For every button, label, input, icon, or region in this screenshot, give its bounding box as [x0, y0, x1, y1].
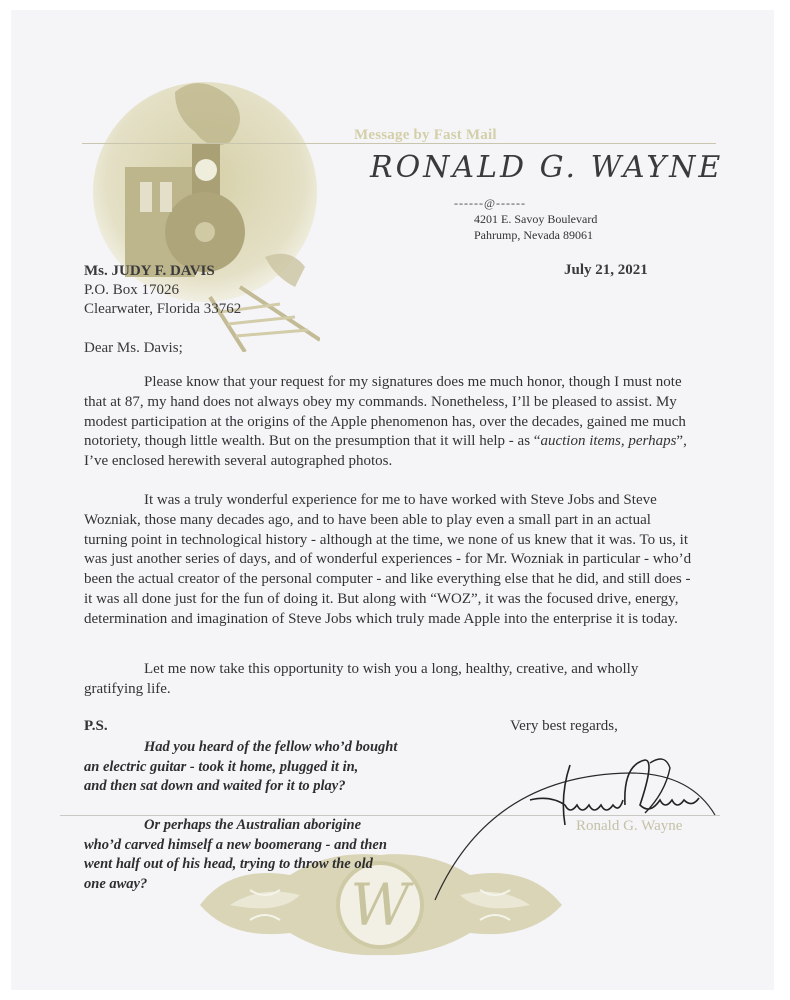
joke2-line: Or perhaps the Australian aborigine [144, 817, 362, 833]
joke2-line: who’d carved himself a new boomerang - and then [84, 836, 387, 853]
postscript-label: P.S. [84, 718, 108, 734]
recipient-address-line1: P.O. Box 17026 [84, 282, 180, 298]
postscript-joke-1 [84, 738, 424, 797]
joke1-line: Had you heard of the fellow who’d bought [144, 739, 398, 755]
joke1-line: an electric guitar - took it home, plugged it in, [84, 758, 359, 775]
letter-date: July 21, 2021 [564, 262, 648, 278]
sender-separator: ------@------ [454, 196, 527, 210]
sender-name: RONALD G. WAYNE [370, 150, 724, 185]
letterhead-tagline: Message by Fast Mail [354, 127, 497, 143]
signature-script [530, 760, 699, 825]
joke2-line: went half out of his head, trying to throw the old [84, 856, 373, 872]
handwritten-signature [430, 745, 730, 905]
p1-italic-phrase: auction items, perhaps [540, 433, 677, 450]
header-rule [82, 143, 716, 144]
signature-arc [435, 773, 715, 900]
monogram-letter: W [350, 871, 410, 939]
body-paragraph-3: Let me now take this opportunity to wish you a long, healthy, creative, and wholly gratifying life. [84, 661, 639, 697]
postscript-joke-2 [84, 816, 424, 894]
headlamp [195, 159, 217, 181]
body-paragraph-2: It was a truly wonderful experience for me to have worked with Steve Jobs and Steve Wozniak, those many decades ago, and to have been able to play even a small part in an actual turning point in technological history - although at the time, we none of us knew that it was. To us, it was just another series of days, and of wonderful experiences - for Mr. Wozniak in particular - who’d been the actual creator of the personal computer - and like everything else that he did, and still does - it was all done just for the fun of doing it. But along with “WOZ”, it was the focused drive, energy, determination and imagination of Steve Jobs which truly made Apple into the enterprise it is today. [84, 492, 692, 627]
p1-text-a: Please know that your request for my signatures does me much honor, though I must note that at 87, my hand does not always obey my commands. Nonetheless, I’ll be pleased to assist. My modest participation at the origins of the Apple phenomenon has, over the decades, gained me much notoriety, though little wealth. But on the presumption that it will help - as “ [84, 374, 686, 450]
sender-address [474, 211, 597, 243]
recipient-address-line2: Clearwater, Florida 33762 [84, 301, 242, 317]
sender-address-line1: 4201 E. Savoy Boulevard [474, 212, 598, 226]
recipient-block [84, 262, 241, 319]
joke1-line: and then sat down and waited for it to play? [84, 778, 346, 794]
sender-address-line2: Pahrump, Nevada 89061 [474, 228, 593, 242]
recipient-name: Ms. JUDY F. DAVIS [84, 263, 215, 279]
p1-text-b: ”, I’ve enclosed herewith several autographed photos. [84, 433, 687, 470]
printed-signer-name: Ronald G. Wayne [576, 818, 683, 834]
salutation: Dear Ms. Davis; [84, 340, 183, 356]
closing-text: Very best regards, [510, 718, 618, 734]
body-paragraph-1 [84, 373, 696, 472]
joke2-line: one away? [84, 875, 148, 892]
